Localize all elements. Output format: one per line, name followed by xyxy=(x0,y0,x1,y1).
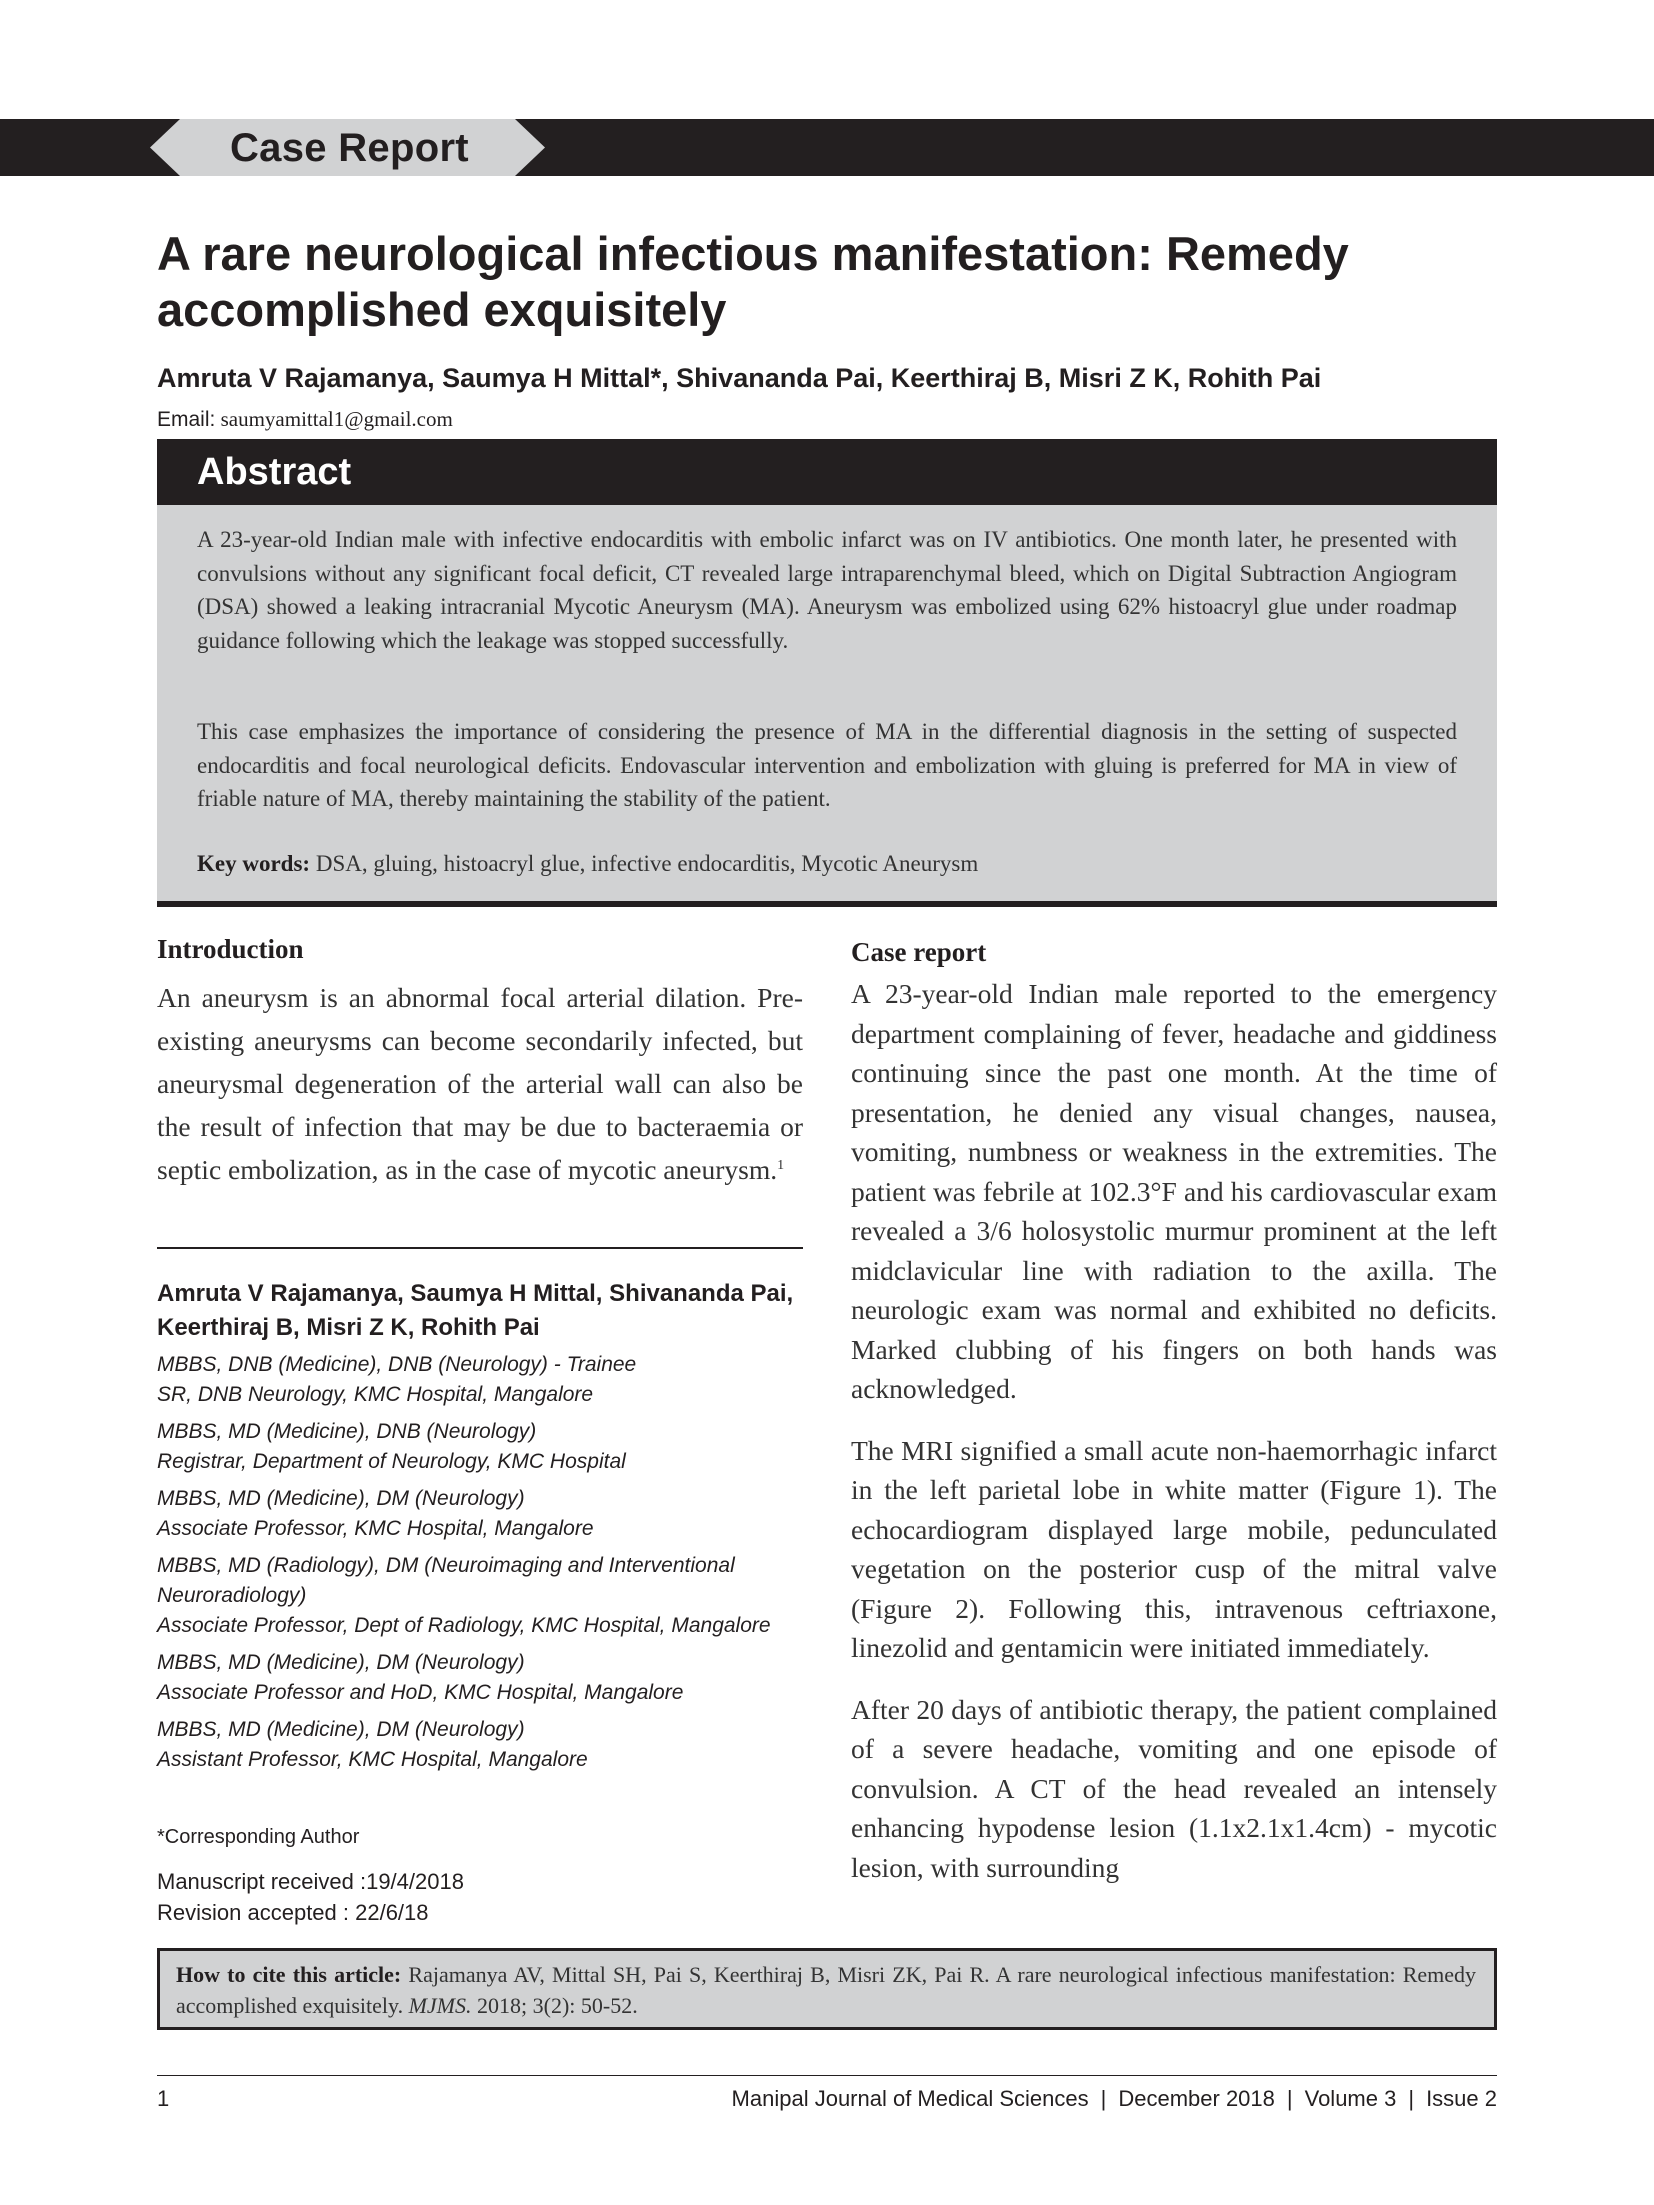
received-date: Manuscript received :19/4/2018 xyxy=(157,1869,464,1894)
email-line xyxy=(157,405,453,434)
affiliation-line: Associate Professor, Dept of Radiology, KMC Hospital, Mangalore xyxy=(157,1614,771,1637)
abstract-paragraph-2: This case emphasizes the importance of considering the presence of MA in the differential diagnosis in the setting of suspected endocarditis and focal neurological deficits. Endovascular intervention and embolization with gluing is preferred for MA in view of friable nature of MA, thereby maintaining the stability of the patient. xyxy=(197,719,1457,811)
case-report-heading: Case report xyxy=(851,937,987,967)
email-label: Email: xyxy=(157,408,216,431)
affiliation-line: MBBS, DNB (Medicine), DNB (Neurology) - Trainee xyxy=(157,1353,637,1376)
affiliation-item xyxy=(157,1715,817,1775)
affiliation-item xyxy=(157,1648,817,1708)
affiliation-line: Assistant Professor, KMC Hospital, Mangalore xyxy=(157,1748,588,1771)
reference-marker[interactable]: 1 xyxy=(777,1157,785,1173)
affiliation-line: MBBS, MD (Medicine), DM (Neurology) xyxy=(157,1487,525,1510)
citation-body: Rajamanya AV, Mittal SH, Pai S, Keerthiraj B, Misri ZK, Pai R. A rare neurological infectious manifestation: Remedy accomplished exquisitely. xyxy=(176,1962,1477,2018)
accepted-date: Revision accepted : 22/6/18 xyxy=(157,1900,429,1925)
affiliation-line: MBBS, MD (Medicine), DM (Neurology) xyxy=(157,1651,525,1674)
footer-volume: Volume 3 xyxy=(1304,2086,1397,2111)
introduction-heading: Introduction xyxy=(157,934,304,964)
affiliation-item xyxy=(157,1484,817,1544)
affiliation-line: Registrar, Department of Neurology, KMC Hospital xyxy=(157,1450,626,1473)
case-paragraph-3: After 20 days of antibiotic therapy, the patient complained of a severe headache, vomiting and one episode of convulsion. A CT of the head revealed an intensely enhancing hypodense lesion (1.1x2.1x1.4cm) - mycotic lesion, with surrounding xyxy=(851,1693,1497,1883)
author-list: Amruta V Rajamanya, Saumya H Mittal*, Shivananda Pai, Keerthiraj B, Misri Z K, Rohith Pai xyxy=(157,363,1322,393)
article-title: A rare neurological infectious manifestation: Remedy accomplished exquisitely xyxy=(157,227,1349,336)
affiliation-item xyxy=(157,1417,817,1477)
footer-separator: | xyxy=(1286,2086,1293,2111)
manuscript-dates xyxy=(157,1866,464,1928)
page-number: 1 xyxy=(157,2086,170,2111)
affiliation-line: MBBS, MD (Medicine), DM (Neurology) xyxy=(157,1718,525,1741)
footer-date: December 2018 xyxy=(1118,2086,1275,2111)
abstract-header xyxy=(157,439,1497,505)
affiliation-line: Associate Professor and HoD, KMC Hospital, Mangalore xyxy=(157,1681,684,1704)
footer-separator: | xyxy=(1408,2086,1415,2111)
affiliation-item xyxy=(157,1350,817,1410)
case-paragraph-2: The MRI signified a small acute non-haemorrhagic infarct in the left parietal lobe in white matter (Figure 1). The echocardiogram displayed large mobile, pedunculated vegetation on the posterior cusp of the mitral valve (Figure 2). Following this, intravenous ceftriaxone, linezolid and gentamicin were initiated immediately. xyxy=(851,1434,1497,1663)
affiliation-line: Associate Professor, KMC Hospital, Mangalore xyxy=(157,1517,594,1540)
divider xyxy=(157,1247,803,1249)
keywords-label: Key words: xyxy=(197,851,311,876)
case-paragraph-1: A 23-year-old Indian male reported to the emergency department complaining of fever, headache and giddiness continuing since the past one month. At the time of presentation, he denied any visual changes, nausea, vomiting, numbness or weakness in the extremities. The patient was febrile at 102.3°F and his cardiovascular exam revealed a 3/6 holosystolic murmur prominent at the left midclavicular line with radiation to the axilla. The neurologic exam was normal and exhibited no deficits. Marked clubbing of his fingers on both hands was acknowledged. xyxy=(851,978,1497,1404)
keywords-text: DSA, gluing, histoacryl glue, infective endocarditis, Mycotic Aneurysm xyxy=(315,851,979,876)
abstract-paragraph-1: A 23-year-old Indian male with infective endocarditis with embolic infarct was on IV antibiotics. One month later, he presented with convulsions without any significant focal deficit, CT revealed large intraparenchymal bleed, which on Digital Subtraction Angiogram (DSA) showed a leaking intracranial Mycotic Aneurysm (MA). Aneurysm was embolized using 62% histoacryl glue under roadmap guidance following which the leakage was stopped successfully. xyxy=(197,527,1457,653)
abstract-heading: Abstract xyxy=(197,451,352,493)
affiliation-list xyxy=(157,1350,817,1782)
abstract-box xyxy=(157,439,1497,907)
introduction-body: An aneurysm is an abnormal focal arterial dilation. Pre-existing aneurysms can become secondarily infected, but aneurysmal degeneration of the arterial wall can also be the result of infection that may be due to bacteraemia or septic embolization, as in the case of mycotic aneurysm. xyxy=(157,982,803,1185)
footer-journal-info xyxy=(732,2084,1497,2114)
citation-text xyxy=(176,1959,1476,2021)
section-label: Case Report xyxy=(230,126,469,170)
citation-details: 2018; 3(2): 50-52. xyxy=(477,1993,638,2018)
footer-journal: Manipal Journal of Medical Sciences xyxy=(731,2086,1089,2111)
affiliation-line: SR, DNB Neurology, KMC Hospital, Mangalore xyxy=(157,1383,594,1406)
introduction-text xyxy=(157,976,803,1191)
citation-label: How to cite this article: xyxy=(176,1962,402,1987)
email-address[interactable]: saumyamittal1@gmail.com xyxy=(220,407,453,431)
affiliation-authors: Amruta V Rajamanya, Saumya H Mittal, Shivananda Pai, Keerthiraj B, Misri Z K, Rohith Pai xyxy=(157,1280,794,1341)
footer-separator: | xyxy=(1100,2086,1107,2111)
footer-rule xyxy=(157,2075,1497,2076)
affiliation-item xyxy=(157,1551,817,1641)
corresponding-author-note: *Corresponding Author xyxy=(157,1826,360,1848)
keywords xyxy=(197,847,1457,880)
footer-issue: Issue 2 xyxy=(1426,2086,1497,2111)
case-report-body xyxy=(851,974,1497,1909)
affiliation-line: MBBS, MD (Medicine), DNB (Neurology) xyxy=(157,1420,537,1443)
citation-box xyxy=(157,1948,1497,2030)
citation-journal: MJMS. xyxy=(408,1993,472,2018)
affiliation-line: MBBS, MD (Radiology), DM (Neuroimaging and Interventional Neuroradiology) xyxy=(157,1554,735,1607)
